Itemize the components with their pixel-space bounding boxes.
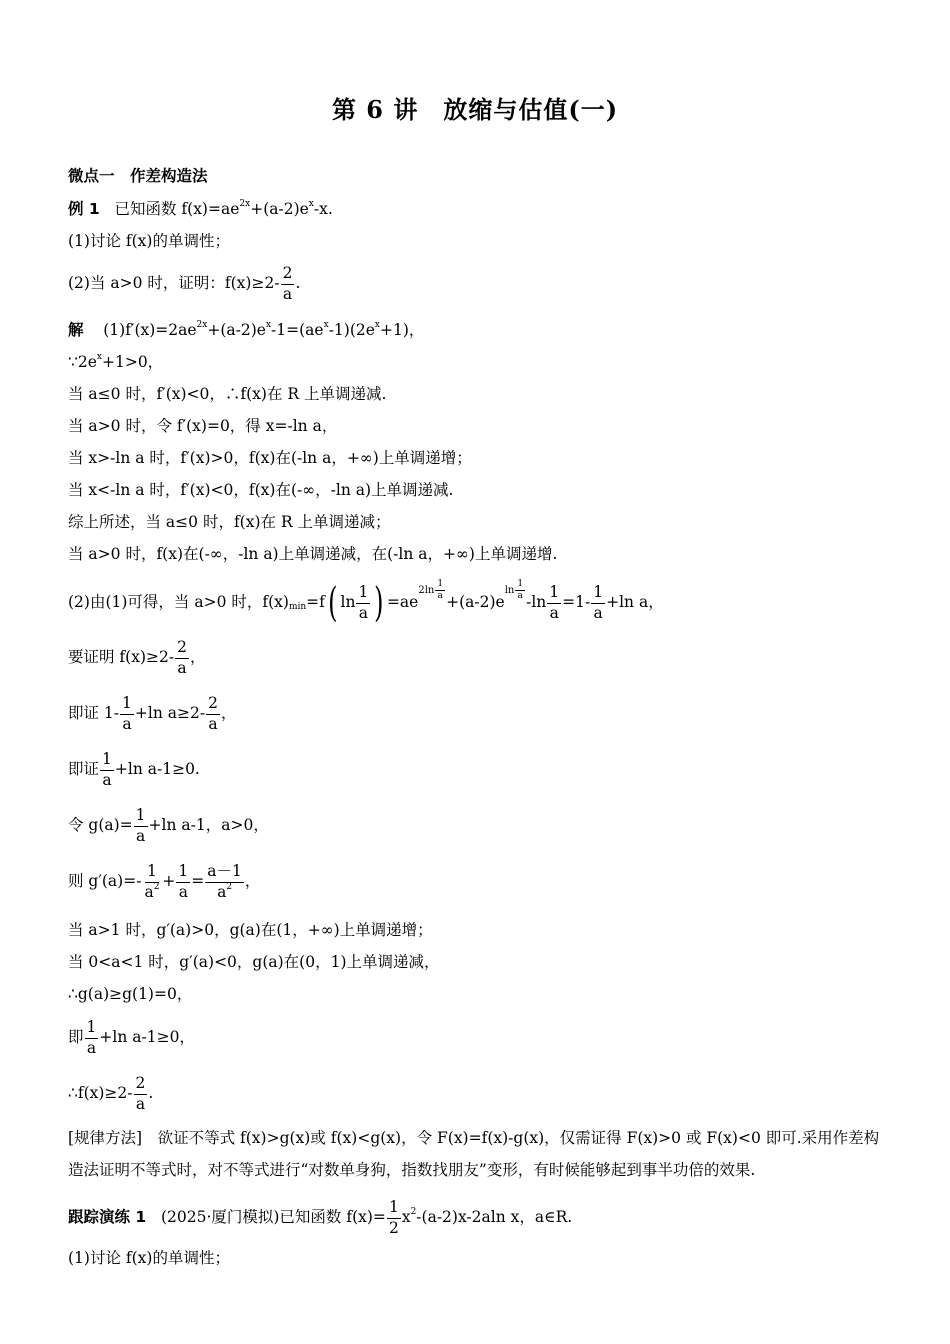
lecture-title: 第 6 讲 放缩与估值(一) (331, 95, 619, 124)
solution-line-10: 要证明 f(x)≥2- $\frac{2}{a}$ ， (68, 638, 206, 677)
example-stem: 例 1 已知函数 $f(x)=ae^{2x}+(a-2)e^x-x$. (68, 199, 333, 218)
fraction: $\frac{1}{a}$ (358, 583, 369, 622)
solution-line-14: 则 g′(a)=- $\frac{1}{a^2}$ + $\frac{1}{a}$ = $\frac{a-1}{a^2}$ ， (68, 862, 261, 901)
solution-line-17: ∴g(a)≥g(1)=0， (68, 985, 193, 1003)
solution-line-5: 当 x>-ln a 时，f′(x)>0，f(x)在(-ln a，+∞)上单调递增； (68, 449, 472, 467)
fraction: $\frac{1}{a}$ (86, 1018, 97, 1057)
fraction: $\frac{1}{a}$ (549, 583, 560, 622)
question-2: (2)当 a>0 时，证明：f(x)≥2- $\frac{2}{a}$ . (68, 264, 301, 303)
solution-line-6: 当 x<-ln a 时，f′(x)<0，f(x)在(-∞，-ln a)上单调递减. (68, 481, 454, 499)
solution-line-9: (2)由(1)可得，当 a>0 时，$f(x)_{min}=f$( ln $\frac{1}{a}$ ) =ae2ln $\frac{1}{a}$ +(a-2)eln $\frac{1}{a}$ -ln $\frac{1}{a}$ =1- $\frac{1}{a}$ +ln a， (68, 579, 664, 626)
section-heading: 微点一 作差构造法 (68, 167, 208, 185)
question-1: (1)讨论 f(x)的单调性； (68, 232, 230, 250)
fraction: $\frac{1}{a}$ (135, 806, 146, 845)
fraction: $\frac{1}{a}$ (122, 694, 132, 733)
fraction: $\frac{a-1}{a^2}$ (207, 862, 242, 901)
fraction: $\frac{1}{a^2}$ (144, 862, 160, 901)
example-label: 例 1 (68, 200, 100, 218)
practice-question-1: (1)讨论 f(x)的单调性； (68, 1249, 230, 1267)
fraction: $\frac{2}{a}$ (135, 1074, 146, 1113)
fraction: $\frac{1}{a}$ (102, 750, 112, 789)
solution-line-7: 综上所述，当 a≤0 时，f(x)在 R 上单调递减； (68, 513, 391, 531)
solution-line-4: 当 a>0 时，令 f′(x)=0，得 x=-ln a， (68, 417, 338, 435)
solution-line-11: 即证 1- $\frac{1}{a}$ +ln a≥2- $\frac{2}{a}$ ， (68, 694, 237, 733)
solution-line-16: 当 0<a<1 时，g′(a)<0，g(a)在(0，1)上单调递减， (68, 953, 440, 971)
solution-label: 解 (68, 321, 84, 339)
solution-line-1: 解 $(1)f'(x)=2ae^{2x}+(a-2)e^x-1=(ae^x-1)(2e^x+1)$， (68, 320, 425, 339)
solution-line-13: 令 g(a)= $\frac{1}{a}$ +ln a-1，a>0， (68, 806, 269, 845)
practice-label: 跟踪演练 1 (68, 1208, 147, 1226)
fraction: $\frac{1}{a}$ (593, 583, 604, 622)
solution-line-15: 当 a>1 时，g′(a)>0，g(a)在(1，+∞)上单调递增； (68, 921, 433, 939)
method-note: [规律方法] 欲证不等式 f(x)>g(x)或 f(x)<g(x)，令 F(x)=f(x)-g(x)，仅需证得 F(x)>0 或 F(x)<0 即可.采用作差构造法证明不等式时，对不等式进行“对数单身狗，指数找朋友”变形，有时候能够起到事半功倍的效果. (68, 1129, 880, 1179)
solution-line-2: $\because 2e^x+1>0$， (68, 352, 164, 371)
solution-line-19: ∴f(x)≥2- $\frac{2}{a}$ . (68, 1074, 154, 1113)
solution-line-18: 即 $\frac{1}{a}$ +ln a-1≥0， (68, 1018, 195, 1057)
solution-line-8: 当 a>0 时，f(x)在(-∞，-ln a)上单调递减，在(-ln a，+∞)上单调递增. (68, 545, 558, 563)
exponent-group: ln $\frac{1}{a}$ (504, 579, 524, 601)
exponent-group: 2ln $\frac{1}{a}$ (418, 579, 444, 601)
fraction: $\frac{2}{a}$ (282, 264, 293, 303)
right-paren: ) (374, 580, 384, 626)
solution-line-3: 当 a≤0 时，f′(x)<0，∴f(x)在 R 上单调递减. (68, 385, 387, 403)
fraction: $\frac{2}{a}$ (177, 638, 187, 677)
left-paren: ( (328, 580, 338, 626)
fraction: $\frac{1}{2}$ (388, 1198, 399, 1237)
practice-stem: 跟踪演练 1 (2025·厦门模拟)已知函数 f(x)= $\frac{1}{2}$ $x^2-(a-2)x-2aln$ x，a∈R. (68, 1198, 573, 1237)
fraction: $\frac{2}{a}$ (208, 694, 218, 733)
solution-line-12: 即证 $\frac{1}{a}$ +ln a-1≥0. (68, 750, 200, 789)
fraction: $\frac{1}{a}$ (178, 862, 189, 901)
